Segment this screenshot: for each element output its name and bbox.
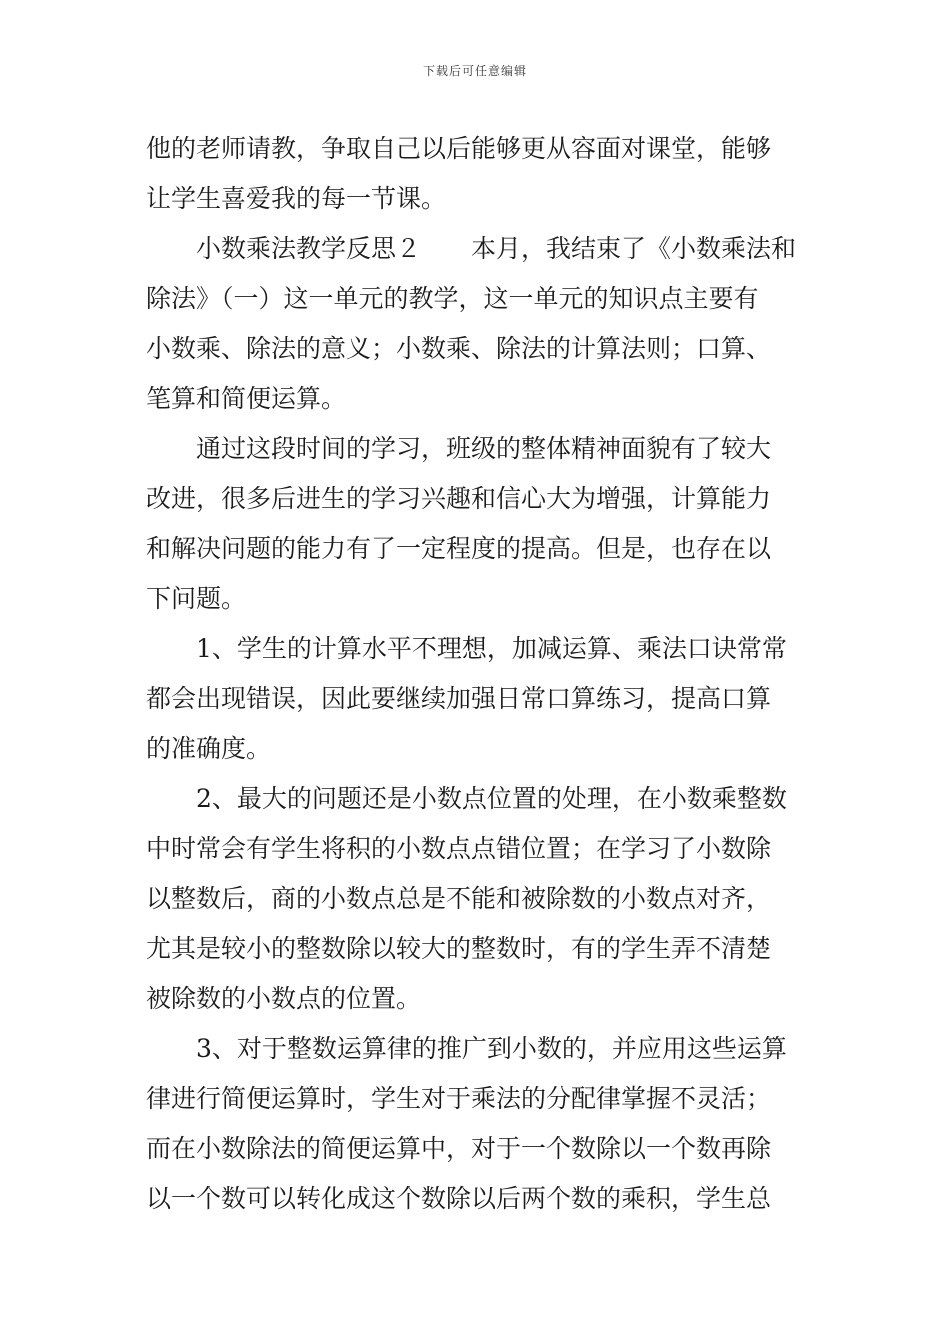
text-line: 除法》（一）这一单元的教学，这一单元的知识点主要有 xyxy=(146,284,759,313)
text-line: 3、对于整数运算律的推广到小数的，并应用这些运算 xyxy=(196,1034,787,1063)
text-line: 1、学生的计算水平不理想，加减运算、乘法口诀常常 xyxy=(196,634,787,663)
page-header: 下载后可任意编辑 xyxy=(422,64,527,78)
text-line: 2、最大的问题还是小数点位置的处理，在小数乘整数 xyxy=(196,784,787,813)
text-line: 都会出现错误，因此要继续加强日常口算练习，提高口算 xyxy=(146,684,772,713)
text-line: 小数乘、除法的意义；小数乘、除法的计算法则；口算、 xyxy=(146,334,772,363)
text-line: 和解决问题的能力有了一定程度的提高。但是，也存在以 xyxy=(146,534,772,563)
text-line: 被除数的小数点的位置。 xyxy=(146,984,422,1013)
text-line: 尤其是较小的整数除以较大的整数时，有的学生弄不清楚 xyxy=(146,934,772,963)
text-line: 中时常会有学生将积的小数点点错位置；在学习了小数除 xyxy=(146,834,772,863)
text-line: 他的老师请教，争取自己以后能够更从容面对课堂，能够 xyxy=(146,134,772,163)
text-line: 下问题。 xyxy=(146,584,247,613)
text-line: 笔算和简便运算。 xyxy=(146,384,347,413)
text-line: 改进，很多后进生的学习兴趣和信心大为增强，计算能力 xyxy=(146,484,772,513)
text-line: 让学生喜爱我的每一节课。 xyxy=(146,184,447,213)
text-line: 通过这段时间的学习，班级的整体精神面貌有了较大 xyxy=(196,434,772,463)
text-line: 以一个数可以转化成这个数除以后两个数的乘积，学生总 xyxy=(146,1184,772,1213)
text-line: 以整数后，商的小数点总是不能和被除数的小数点对齐， xyxy=(146,884,772,913)
text-line: 小数乘法教学反思２ 本月，我结束了《小数乘法和 xyxy=(196,234,797,263)
text-line: 的准确度。 xyxy=(146,734,272,763)
text-line: 律进行简便运算时，学生对于乘法的分配律掌握不灵活； xyxy=(146,1084,772,1113)
text-line: 而在小数除法的简便运算中，对于一个数除以一个数再除 xyxy=(146,1134,772,1163)
